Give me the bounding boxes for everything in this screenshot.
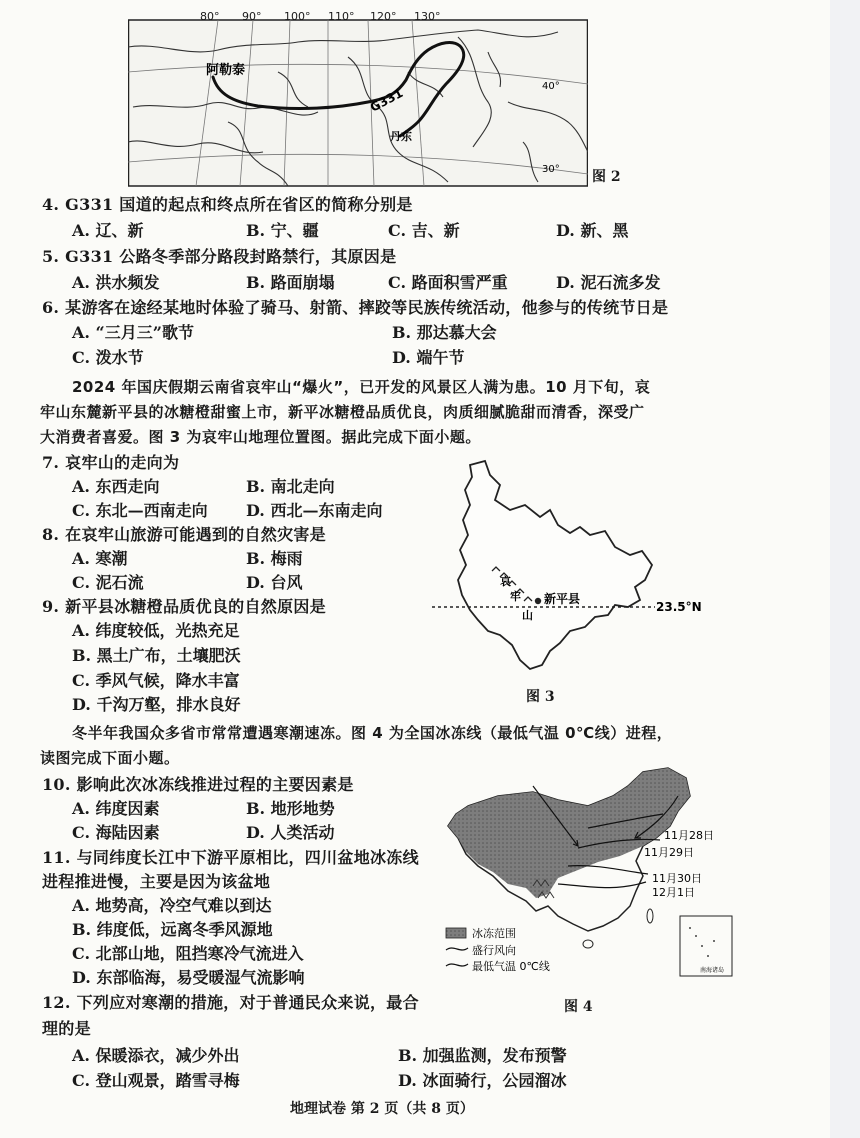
lat-label-40: 40°: [542, 81, 560, 92]
place-label-dandong: 丹东: [390, 130, 412, 143]
question-5-stem: 5. G331 公路冬季部分路段封路禁行，其原因是: [42, 247, 397, 266]
mountain-label-char-1: 哀: [500, 575, 511, 588]
figure-4-caption: 图 4: [564, 999, 593, 1015]
passage-1-line-1: 2024 年国庆假期云南省哀牢山“爆火”，已开发的风景区人满为患。10 月下旬，哀: [72, 378, 651, 396]
xinping-county-point: [535, 598, 541, 604]
date-label-1201: 12月1日: [652, 886, 695, 899]
figure-2-svg: [128, 12, 588, 187]
legend-freeze-label: 冰冻范围: [472, 927, 516, 940]
lon-label-100: 100°: [284, 10, 311, 23]
legend-freeze-line-swatch: [446, 964, 468, 966]
question-12-option-a: A. 保暖添衣，减少外出: [72, 1046, 240, 1065]
question-10-option-a: A. 纬度因素: [72, 799, 160, 818]
lon-label-110: 110°: [328, 10, 355, 23]
question-7-option-b: B. 南北走向: [246, 477, 335, 496]
hainan-island: [583, 940, 593, 948]
question-6-option-c: C. 泼水节: [72, 348, 144, 367]
lon-label-120: 120°: [370, 10, 397, 23]
lat-label-30: 30°: [542, 164, 560, 175]
question-6-option-a: A. “三月三”歌节: [72, 323, 194, 342]
route-label-g331: G331: [367, 85, 406, 115]
inset-label: 南海诸岛: [700, 967, 725, 974]
question-12-option-c: C. 登山观景，踏雪寻梅: [72, 1071, 240, 1090]
question-6-option-b: B. 那达慕大会: [392, 323, 497, 342]
legend-wind-label: 盛行风向: [472, 944, 516, 957]
question-10-option-d: D. 人类活动: [246, 823, 335, 842]
question-12-stem-line-1: 12. 下列应对寒潮的措施，对于普通民众来说，最合: [42, 993, 419, 1012]
figure-2-caption: 图 2: [592, 169, 621, 185]
question-12-option-b: B. 加强监测，发布预警: [398, 1046, 567, 1065]
question-6-option-d: D. 端午节: [392, 348, 465, 367]
question-7-option-c: C. 东北—西南走向: [72, 501, 208, 520]
question-8-stem: 8. 在哀牢山旅游可能遇到的自然灾害是: [42, 525, 326, 544]
passage-1-line-2: 牢山东麓新平县的冰糖橙甜蜜上市，新平冰糖橙品质优良，肉质细腻脆甜而清香，深受广: [40, 403, 645, 421]
question-9-option-d: D. 千沟万壑，排水良好: [72, 695, 241, 714]
question-4-option-d: D. 新、黑: [556, 221, 629, 240]
figure-4-map: [438, 766, 738, 984]
question-11-stem-line-2: 进程推进慢，主要是因为该盆地: [42, 872, 271, 891]
question-8-option-c: C. 泥石流: [72, 573, 144, 592]
date-label-1128: 11月28日: [664, 829, 714, 842]
question-12-option-d: D. 冰面骑行，公园溜冰: [398, 1071, 567, 1090]
side-scroll-area: [830, 0, 860, 1138]
question-8-option-b: B. 梅雨: [246, 549, 303, 568]
question-10-option-c: C. 海陆因素: [72, 823, 160, 842]
question-4-stem: 4. G331 国道的起点和终点所在省区的简称分别是: [42, 195, 413, 214]
question-4-option-a: A. 辽、新: [72, 221, 144, 240]
question-11-option-a: A. 地势高，冷空气难以到达: [72, 896, 272, 915]
xinping-county-label: 新平县: [544, 592, 581, 606]
question-9-stem: 9. 新平县冰糖橙品质优良的自然原因是: [42, 597, 326, 616]
figure-3-svg: [430, 455, 710, 695]
yunnan-outline: [458, 461, 652, 669]
question-7-stem: 7. 哀牢山的走向为: [42, 453, 180, 472]
tropic-label: 23.5°N: [656, 600, 702, 614]
legend-freeze-swatch: [446, 928, 466, 938]
question-10-stem: 10. 影响此次冰冻线推进过程的主要因素是: [42, 775, 354, 794]
date-label-1129: 11月29日: [644, 846, 694, 859]
mountain-label-char-2: 牢: [510, 590, 521, 603]
question-11-stem-line-1: 11. 与同纬度长江中下游平原相比，四川盆地冰冻线: [42, 848, 419, 867]
lon-label-130: 130°: [414, 10, 441, 23]
question-5-option-a: A. 洪水频发: [72, 273, 160, 292]
figure-3-caption: 图 3: [526, 689, 555, 705]
lon-label-90: 90°: [242, 10, 262, 23]
question-4-option-c: C. 吉、新: [388, 221, 460, 240]
question-5-option-d: D. 泥石流多发: [556, 273, 661, 292]
legend-freeze-line-label: 最低气温 0℃线: [472, 960, 550, 973]
question-11-option-c: C. 北部山地，阻挡寒冷气流进入: [72, 944, 304, 963]
question-5-option-c: C. 路面积雪严重: [388, 273, 508, 292]
question-11-option-b: B. 纬度低，远离冬季风源地: [72, 920, 273, 939]
question-6-stem: 6. 某游客在途经某地时体验了骑马、射箭、摔跤等民族传统活动，他参与的传统节日是: [42, 298, 669, 317]
mountain-label-char-3: 山: [522, 609, 533, 622]
question-8-option-d: D. 台风: [246, 573, 303, 592]
question-11-option-d: D. 东部临海，易受暖湿气流影响: [72, 968, 305, 987]
question-9-option-a: A. 纬度较低，光热充足: [72, 621, 240, 640]
question-9-option-c: C. 季风气候，降水丰富: [72, 671, 240, 690]
question-12-stem-line-2: 理的是: [42, 1019, 91, 1038]
page-footer: 地理试卷 第 2 页（共 8 页）: [290, 1101, 474, 1117]
place-label-aletai: 阿勒泰: [206, 63, 246, 78]
question-5-option-b: B. 路面崩塌: [246, 273, 335, 292]
passage-2-line-1: 冬半年我国众多省市常常遭遇寒潮速冻。图 4 为全国冰冻线（最低气温 0℃线）进程，: [72, 724, 673, 742]
figure-3-map: [430, 455, 710, 695]
question-10-option-b: B. 地形地势: [246, 799, 335, 818]
figure-2-map: [128, 12, 588, 187]
figure-4-svg: [438, 766, 738, 984]
taiwan-island: [647, 909, 653, 923]
question-9-option-b: B. 黑土广布，土壤肥沃: [72, 646, 241, 665]
question-8-option-a: A. 寒潮: [72, 549, 128, 568]
question-7-option-a: A. 东西走向: [72, 477, 160, 496]
question-7-option-d: D. 西北—东南走向: [246, 501, 383, 520]
date-label-1130: 11月30日: [652, 872, 702, 885]
passage-1-line-3: 大消费者喜爱。图 3 为哀牢山地理位置图。据此完成下面小题。: [40, 428, 481, 446]
legend-wind-swatch: [446, 948, 468, 950]
lon-label-80: 80°: [200, 10, 220, 23]
passage-2-line-2: 读图完成下面小题。: [40, 749, 180, 767]
question-4-option-b: B. 宁、疆: [246, 221, 319, 240]
